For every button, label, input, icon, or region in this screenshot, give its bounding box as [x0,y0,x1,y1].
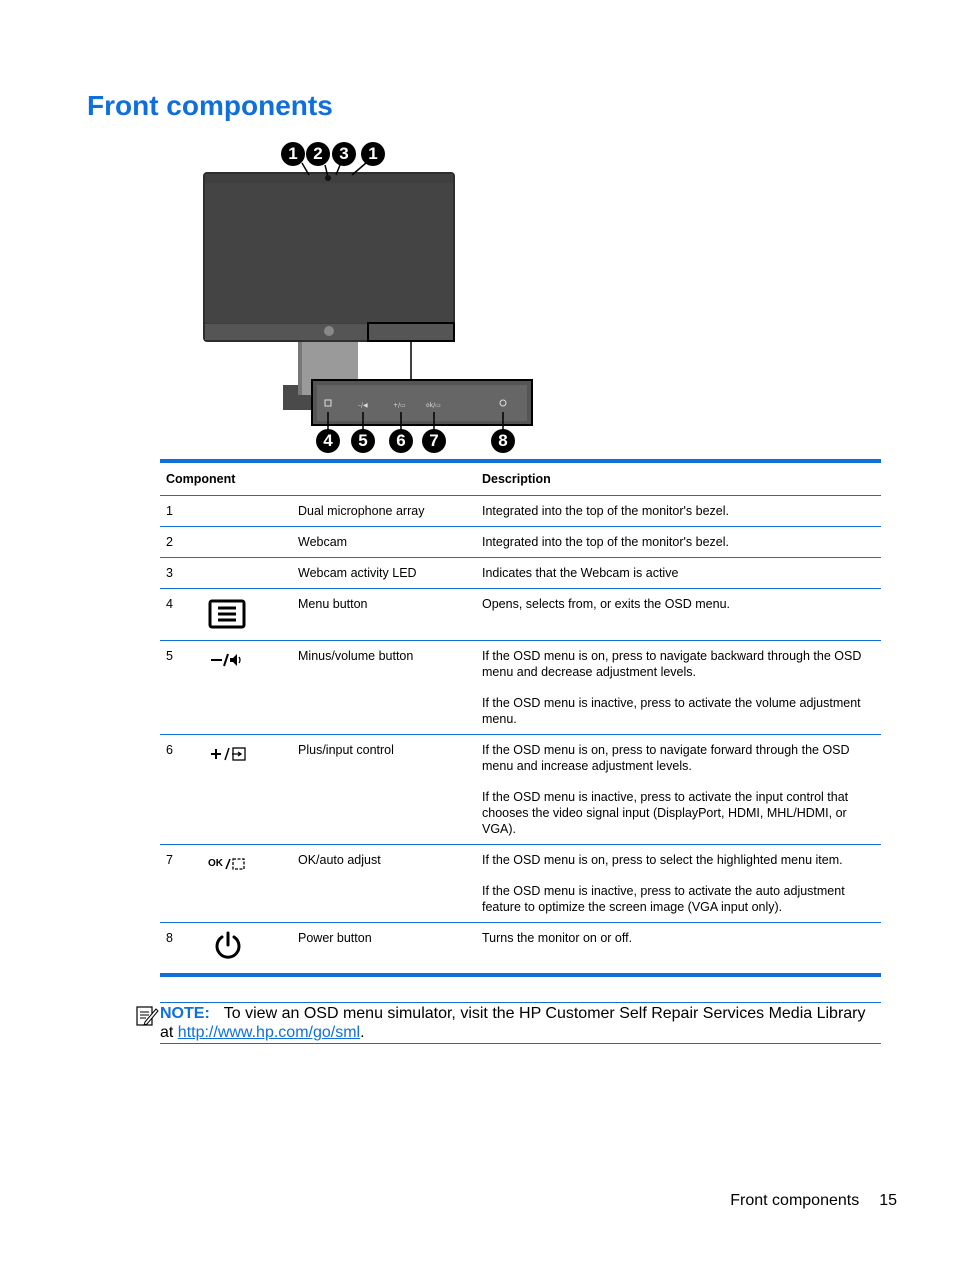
callout-2: 2 [306,142,330,166]
note-icon [135,1004,159,1028]
row-description [476,923,881,976]
row-icon-cell [200,845,292,923]
table-row [160,735,881,845]
svg-text:ok/▭: ok/▭ [426,402,441,409]
menu-icon [208,599,246,629]
row-component: Webcam activity LED [298,566,417,580]
note-box [160,1002,881,1044]
row-number: 5 [166,649,173,663]
row-icon-cell [200,558,292,589]
description-text: If the OSD menu is inactive, press to activate the volume adjustment menu. [482,696,861,726]
svg-text:–/◀: –/◀ [358,402,368,409]
row-component: Power button [298,931,372,945]
callout-5: 5 [351,429,375,453]
plus-input-icon [208,744,248,764]
table-row [160,527,881,558]
svg-text:+/▭: +/▭ [393,402,406,409]
row-icon-cell [200,641,292,735]
row-component: Minus/volume button [298,649,414,663]
page-number: 15 [879,1192,897,1209]
row-icon-cell [200,527,292,558]
description-text: Integrated into the top of the monitor's bezel. [482,535,729,549]
page-title: Front components [87,90,333,121]
row-description [476,558,881,589]
table-row [160,589,881,641]
row-description [476,641,881,735]
description-text: If the OSD menu is on, press to navigate backward through the OSD menu and decrease adjustment levels. [482,649,862,679]
row-component: Webcam [298,535,348,549]
table-row [160,923,881,976]
ok-label: OK [208,858,223,869]
description-text: If the OSD menu is inactive, press to activate the input control that chooses the video signal input (DisplayPort, HDMI, MHL/HDMI, or VGA). [482,790,849,836]
table-row [160,558,881,589]
callout-1-left: 1 [281,142,305,166]
row-number: 3 [166,566,173,580]
description-text: If the OSD menu is on, press to select the highlighted menu item. [482,853,843,867]
callout-7: 7 [422,429,446,453]
row-component: OK/auto adjust [298,853,381,867]
note-text: To view an OSD menu simulator, visit the HP Customer Self Repair Services Media Library at [160,1005,866,1041]
minus-volume-icon [208,650,246,670]
auto-adjust-icon [223,857,245,871]
row-number: 2 [166,535,173,549]
callout-3: 3 [332,142,356,166]
row-description [476,735,881,845]
table-row [160,496,881,527]
monitor-front-figure [195,135,545,460]
callout-1-right: 1 [361,142,385,166]
footer-section: Front components [730,1192,860,1209]
row-number: 8 [166,931,173,945]
row-description [476,589,881,641]
row-icon-cell [200,923,292,976]
callout-4: 4 [316,429,340,453]
row-icon-cell [200,496,292,527]
power-icon [212,930,244,962]
components-table [160,459,881,977]
row-description [476,845,881,923]
row-number: 6 [166,743,173,757]
row-component: Plus/input control [298,743,394,757]
description-text: Opens, selects from, or exits the OSD menu. [482,597,731,611]
row-number: 4 [166,597,173,611]
description-text: If the OSD menu is inactive, press to activate the auto adjustment feature to optimize the screen image (VGA input only). [482,884,845,914]
row-number: 1 [166,504,173,518]
ok-auto-icon [208,856,245,872]
callout-6: 6 [389,429,413,453]
description-text: Integrated into the top of the monitor's bezel. [482,504,729,518]
row-component: Menu button [298,597,368,611]
note-text-end: . [360,1024,365,1041]
description-text: Indicates that the Webcam is active [482,566,679,580]
monitor-illustration [195,135,545,460]
description-text: If the OSD menu is on, press to navigate forward through the OSD menu and increase adjustment levels. [482,743,850,773]
table-row [160,641,881,735]
table-row [160,845,881,923]
row-icon-cell [200,735,292,845]
row-number: 7 [166,853,173,867]
row-description [476,496,881,527]
header-description: Description [482,472,551,486]
row-icon-cell [200,589,292,641]
callout-8: 8 [491,429,515,453]
header-component: Component [166,472,236,486]
sml-link[interactable]: http://www.hp.com/go/sml [177,1024,361,1041]
row-description [476,527,881,558]
row-component: Dual microphone array [298,504,425,518]
table-header-row [160,461,881,496]
page-footer [730,1192,897,1210]
note-label: NOTE: [160,1005,210,1022]
description-text: Turns the monitor on or off. [482,931,633,945]
